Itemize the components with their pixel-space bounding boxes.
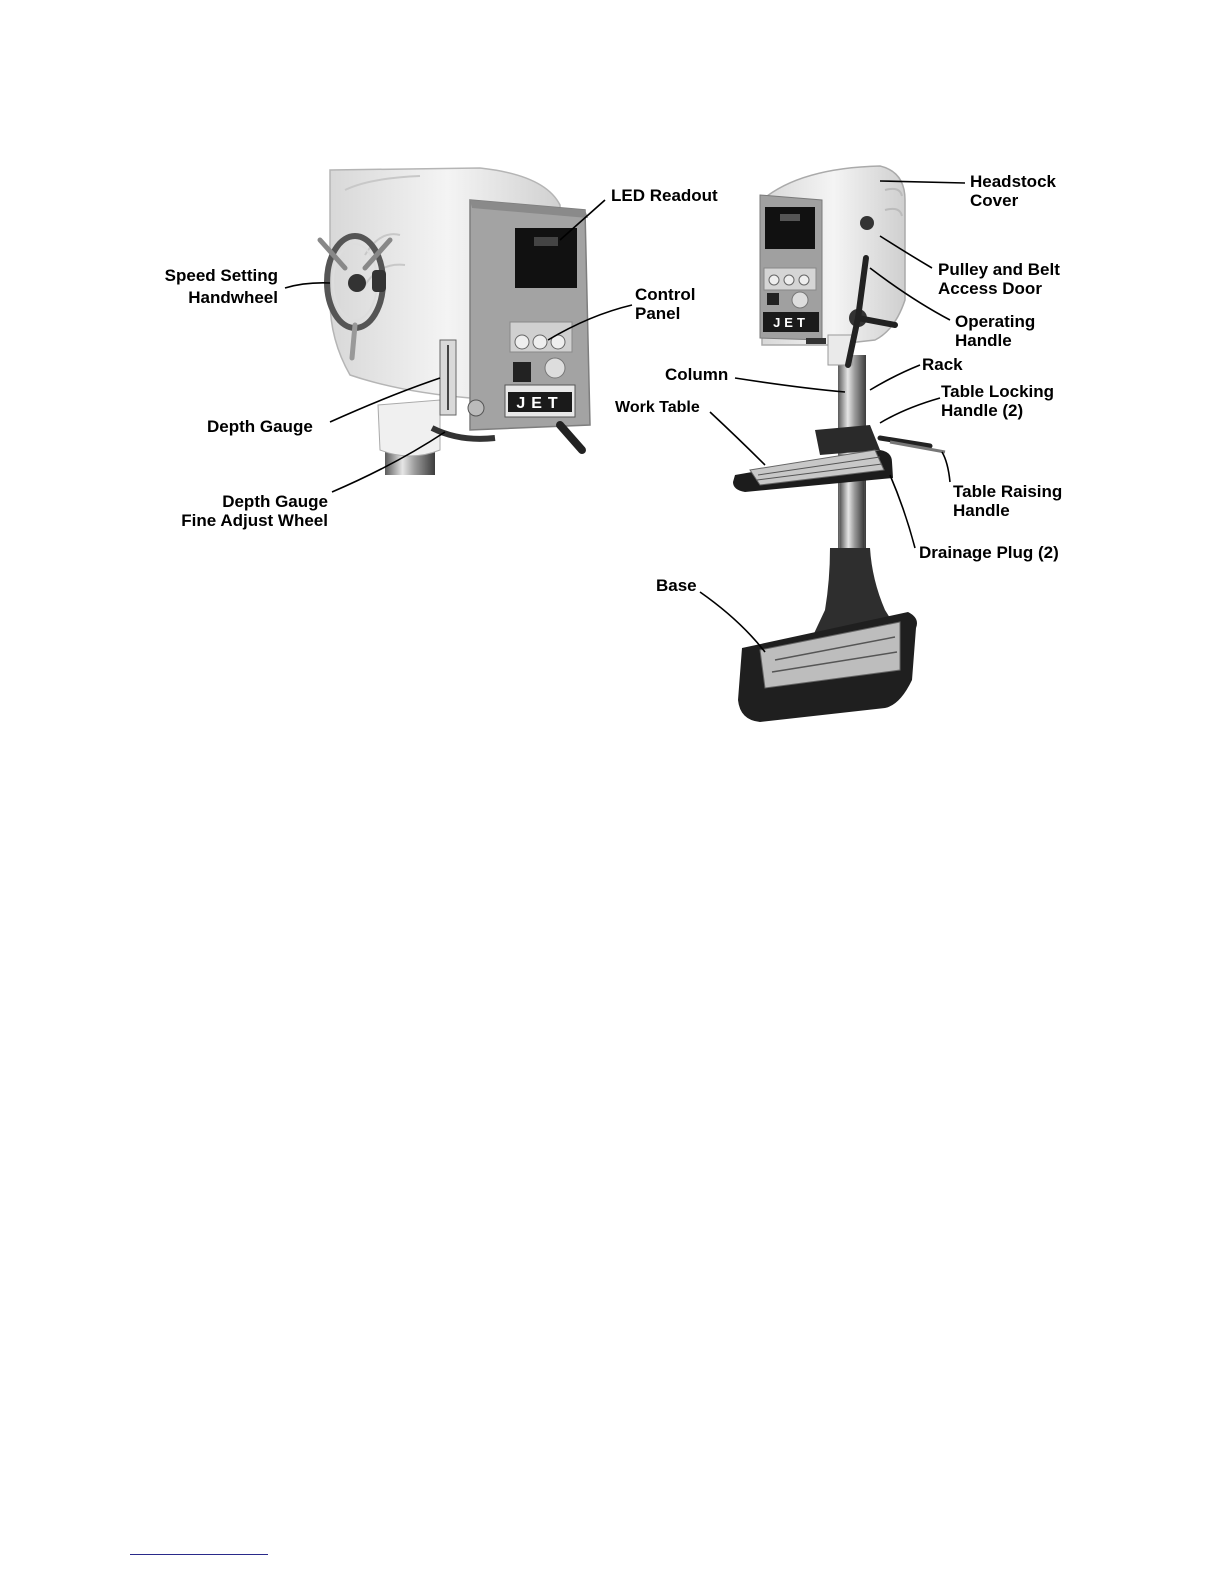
jet-logo: JET: [773, 315, 809, 330]
label-pulley-belt-door: [938, 260, 1060, 298]
leader-base: [700, 592, 765, 652]
label-column: Column: [665, 365, 729, 384]
footer-rule: [130, 1554, 268, 1555]
label-depth-gauge: Depth Gauge: [207, 417, 313, 436]
label-control-panel-line2: Panel: [635, 304, 681, 323]
label-table-locking-handle: [941, 382, 1054, 420]
closeup-switch: [513, 362, 531, 382]
label-control-panel: [635, 285, 695, 323]
label-control-panel-line1: Control: [635, 285, 696, 304]
label-speed-setting: [140, 266, 278, 307]
label-speed-setting-line1: Speed Setting: [164, 266, 278, 285]
label-led-readout: LED Readout: [611, 186, 718, 205]
label-table-raising-line1: Table Raising: [953, 482, 1063, 501]
label-speed-setting-line2: Handwheel: [188, 288, 278, 307]
label-pulley-line2: Access Door: [938, 279, 1042, 298]
leader-drainage-plug: [890, 475, 915, 548]
closeup-jet-logo: JET: [516, 395, 564, 412]
closeup-headstock: [320, 168, 590, 475]
label-pulley-line1: Pulley and Belt: [938, 260, 1060, 279]
label-base: Base: [656, 576, 697, 595]
label-depth-fine-line1: Depth Gauge: [222, 492, 328, 511]
leader-table-locking: [880, 398, 940, 423]
full-drill-press: [733, 166, 945, 722]
label-headstock-cover: [970, 172, 1056, 210]
label-work-table: Work Table: [615, 399, 700, 416]
label-depth-fine-adjust: [160, 492, 328, 530]
label-rack: Rack: [922, 355, 963, 374]
closeup-quill-housing: [378, 400, 440, 456]
label-drainage-plug: Drainage Plug (2): [919, 543, 1059, 562]
label-table-locking-line1: Table Locking: [941, 382, 1055, 401]
label-table-raising-handle: [953, 482, 1062, 520]
leader-speed-handwheel: [285, 283, 330, 288]
led-window: [765, 207, 815, 249]
label-operating-line2: Handle: [955, 331, 1012, 350]
label-table-raising-line2: Handle: [953, 501, 1010, 520]
leader-column: [735, 378, 845, 392]
label-headstock-line1: Headstock: [970, 172, 1056, 191]
label-headstock-line2: Cover: [970, 191, 1019, 210]
leader-table-raising: [942, 452, 950, 482]
label-table-locking-line2: Handle (2): [941, 401, 1024, 420]
label-depth-fine-line2: Fine Adjust Wheel: [181, 511, 328, 530]
label-operating-line1: Operating: [955, 312, 1036, 331]
leader-work-table: [710, 412, 765, 465]
access-door-knob: [860, 216, 874, 230]
leader-rack: [870, 365, 920, 390]
label-operating-handle: [955, 312, 1035, 350]
